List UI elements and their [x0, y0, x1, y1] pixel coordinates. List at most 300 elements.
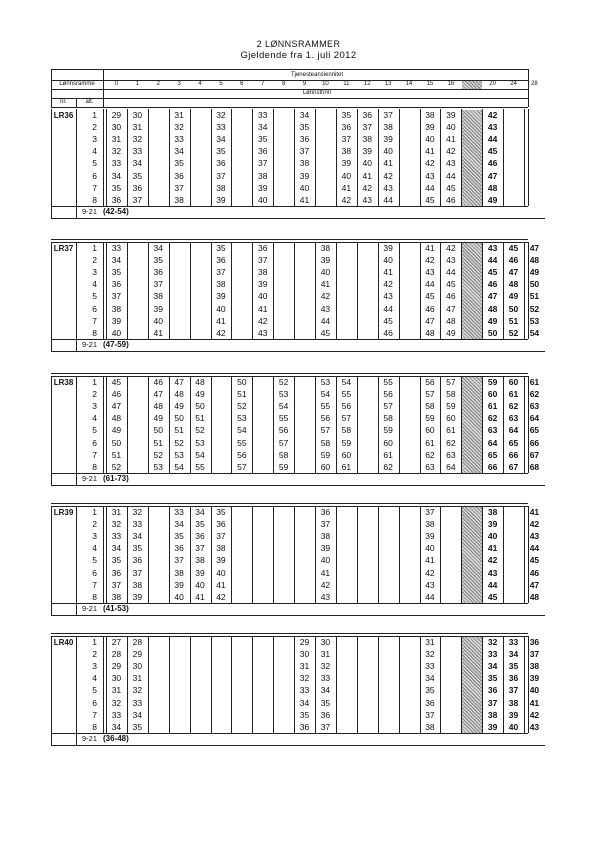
salary-step-cell: 38	[362, 134, 372, 145]
salary-step-cell: 60	[446, 413, 456, 424]
salary-step-cell: 38	[258, 267, 268, 278]
frame-left-rule	[51, 109, 52, 218]
frame-col-rule	[503, 109, 504, 206]
salary-step-cell: 50	[153, 425, 163, 436]
salary-step-cell: 48	[529, 255, 540, 266]
salary-step-cell: 33	[132, 146, 143, 157]
salary-step-cell: 41	[487, 543, 498, 554]
nr-label: nr.	[60, 99, 67, 105]
salary-step-cell: 56	[425, 377, 435, 387]
alt-number: 5	[92, 158, 97, 169]
salary-step-cell: 58	[383, 413, 393, 424]
frame-col-rule	[440, 636, 441, 733]
salary-step-cell: 62	[446, 437, 456, 448]
salary-step-cell: 54	[237, 425, 247, 436]
salary-step-cell: 54	[320, 389, 331, 400]
salary-step-cell: 47	[529, 243, 540, 253]
salary-step-cell: 42	[529, 519, 540, 530]
frame-col-rule	[252, 506, 253, 603]
salary-step-cell: 35	[174, 158, 184, 169]
frame-col-rule	[357, 636, 358, 733]
frame-col-rule	[231, 109, 232, 206]
frame-col-rule	[273, 242, 274, 339]
salary-step-cell: 31	[132, 673, 143, 684]
salary-step-cell: 64	[508, 425, 519, 436]
salary-step-cell: 30	[111, 673, 122, 684]
frame-col-rule	[211, 376, 212, 473]
alt-number: 8	[92, 194, 97, 205]
salary-step-cell: 55	[237, 437, 247, 448]
salary-step-cell: 31	[425, 637, 435, 647]
alt-number: 3	[92, 401, 97, 412]
salary-step-cell: 37	[487, 697, 498, 708]
frame-col-rule	[378, 506, 379, 603]
salary-step-cell: 34	[299, 110, 310, 120]
seniority-step: 7	[261, 81, 265, 87]
frame-alt-rule	[103, 242, 104, 339]
salary-step-cell: 41	[320, 567, 331, 578]
salary-step-cell: 42	[258, 315, 268, 326]
salary-step-cell: 35	[216, 146, 226, 157]
salary-step-cell: 39	[425, 531, 435, 542]
salary-step-cell: 65	[529, 425, 540, 436]
salary-step-cell: 41	[195, 591, 205, 602]
salary-step-cell: 39	[529, 673, 540, 684]
salary-step-cell: 63	[487, 425, 498, 436]
range-value: (42-54)	[103, 206, 129, 216]
salary-step-cell: 33	[425, 661, 435, 672]
salary-step-cell: 48	[153, 401, 163, 412]
salary-step-cell: 39	[487, 519, 498, 530]
salary-step-cell: 41	[153, 327, 163, 338]
salary-step-cell: 59	[446, 401, 456, 412]
salary-step-cell: 37	[425, 507, 435, 517]
header-bottom-rule	[51, 107, 528, 108]
salary-step-cell: 47	[111, 401, 122, 412]
header-alt-rule	[103, 69, 104, 107]
frame-name: LR38	[53, 378, 74, 387]
salary-step-cell: 33	[111, 709, 122, 720]
salary-step-cell: 36	[111, 567, 122, 578]
seniority-step: 9	[302, 81, 307, 87]
salary-step-cell: 42	[446, 243, 456, 253]
salary-step-cell: 39	[258, 182, 268, 193]
header-top-rule	[51, 69, 528, 70]
salary-step-cell: 38	[383, 122, 393, 133]
alt-number: 2	[92, 122, 97, 133]
page-subtitle: Gjeldende fra 1. juli 2012	[240, 50, 357, 61]
salary-step-cell: 39	[487, 721, 498, 732]
salary-step-cell: 51	[174, 425, 184, 436]
seniority-step: 2	[156, 81, 160, 87]
seniority-step: 1	[135, 81, 139, 87]
salary-step-cell: 43	[487, 122, 498, 133]
salary-step-cell: 53	[237, 413, 247, 424]
shaded-column	[462, 507, 482, 603]
alt-number: 6	[92, 437, 97, 448]
salary-step-cell: 63	[529, 401, 540, 412]
seniority-step: 28	[531, 81, 538, 87]
salary-step-cell: 33	[258, 110, 268, 120]
salary-step-cell: 44	[529, 543, 540, 554]
salary-step-cell: 34	[111, 543, 122, 554]
salary-step-cell: 37	[132, 567, 143, 578]
frame-left-rule	[51, 242, 52, 351]
salary-step-cell: 38	[258, 170, 268, 181]
salary-step-cell: 35	[216, 507, 226, 517]
salary-step-cell: 66	[508, 449, 519, 460]
salary-step-cell: 34	[195, 507, 205, 517]
salary-step-cell: 37	[529, 649, 540, 660]
salary-step-cell: 42	[216, 591, 226, 602]
salary-step-cell: 63	[425, 461, 435, 472]
frame-col-rule	[231, 636, 232, 733]
salary-step-cell: 33	[508, 637, 519, 647]
salary-step-cell: 61	[383, 449, 393, 460]
salary-step-cell: 61	[446, 425, 456, 436]
salary-step-cell: 35	[111, 555, 122, 566]
frame-col-rule	[294, 506, 295, 603]
salary-step-cell: 34	[299, 697, 310, 708]
salary-step-cell: 31	[174, 110, 184, 120]
frame-range-bottom-rule	[51, 615, 545, 616]
salary-step-cell: 35	[132, 721, 143, 732]
salary-step-cell: 35	[299, 709, 310, 720]
salary-step-cell: 36	[529, 637, 540, 647]
salary-step-cell: 33	[487, 649, 498, 660]
salary-step-cell: 57	[425, 389, 435, 400]
salary-step-cell: 41	[446, 134, 456, 145]
salary-step-cell: 39	[195, 567, 205, 578]
salary-step-cell: 68	[529, 461, 540, 472]
salary-step-cell: 35	[508, 661, 519, 672]
frame-col-rule	[148, 109, 149, 206]
alt-number: 1	[92, 110, 97, 120]
salary-step-cell: 62	[487, 413, 498, 424]
salary-step-cell: 37	[111, 579, 122, 590]
salary-step-cell: 56	[237, 449, 247, 460]
salary-step-cell: 37	[216, 267, 226, 278]
salary-step-cell: 53	[320, 377, 331, 387]
salary-step-cell: 50	[487, 327, 498, 338]
salary-step-cell: 29	[111, 661, 122, 672]
salary-step-cell: 65	[487, 449, 498, 460]
salary-step-cell: 34	[425, 673, 435, 684]
salary-step-cell: 38	[111, 303, 122, 314]
salary-step-cell: 49	[111, 425, 122, 436]
alt-number: 1	[92, 377, 97, 387]
frame-alt-rule	[103, 376, 104, 473]
salary-step-cell: 44	[487, 579, 498, 590]
salary-step-cell: 54	[174, 461, 184, 472]
salary-step-cell: 48	[425, 327, 435, 338]
salary-step-cell: 39	[153, 303, 163, 314]
salary-step-cell: 42	[446, 146, 456, 157]
alt-number: 8	[92, 721, 97, 732]
salary-step-cell: 33	[132, 697, 143, 708]
salary-step-cell: 45	[383, 315, 393, 326]
salary-step-cell: 41	[362, 170, 372, 181]
salary-step-cell: 65	[508, 437, 519, 448]
frame-name: LR36	[53, 111, 74, 120]
salary-step-cell: 55	[383, 377, 393, 387]
salary-step-cell: 37	[508, 685, 519, 696]
salary-step-cell: 30	[132, 661, 143, 672]
seniority-step: 4	[198, 81, 202, 87]
salary-step-cell: 37	[174, 555, 184, 566]
salary-step-cell: 46	[487, 279, 498, 290]
salary-step-cell: 43	[258, 327, 268, 338]
salary-step-cell: 35	[132, 170, 143, 181]
salary-step-cell: 40	[383, 255, 393, 266]
salary-step-cell: 40	[446, 122, 456, 133]
salary-step-cell: 48	[195, 377, 205, 387]
alt-number: 3	[92, 134, 97, 145]
salary-step-cell: 64	[529, 413, 540, 424]
salary-step-cell: 61	[508, 389, 519, 400]
salary-step-cell: 60	[341, 449, 352, 460]
salary-step-cell: 52	[529, 303, 540, 314]
range-alt: 9-21	[81, 603, 97, 613]
salary-step-cell: 40	[320, 555, 331, 566]
shaded-column	[462, 377, 482, 473]
frame-col-rule	[399, 376, 400, 473]
salary-step-cell: 39	[341, 158, 352, 169]
salary-step-cell: 39	[111, 315, 122, 326]
salary-step-cell: 63	[508, 413, 519, 424]
header-rule-3	[51, 98, 528, 99]
salary-step-cell: 49	[174, 401, 184, 412]
frame-col-rule	[524, 109, 525, 206]
salary-step-cell: 37	[362, 122, 372, 133]
frame-left-rule	[51, 636, 52, 745]
frame-col-rule	[127, 242, 128, 339]
salary-step-cell: 36	[258, 243, 268, 253]
salary-step-cell: 54	[195, 449, 205, 460]
salary-step-cell: 56	[383, 389, 393, 400]
salary-step-cell: 49	[487, 194, 498, 205]
frame-col-rule	[273, 506, 274, 603]
salary-step-cell: 43	[446, 255, 456, 266]
salary-step-cell: 39	[174, 579, 184, 590]
alt-number: 7	[92, 709, 97, 720]
salary-step-cell: 34	[111, 170, 122, 181]
salary-step-cell: 37	[258, 255, 268, 266]
salary-step-cell: 34	[132, 531, 143, 542]
salary-step-cell: 44	[446, 170, 456, 181]
salary-step-cell: 35	[258, 134, 268, 145]
salary-step-cell: 44	[383, 194, 393, 205]
frame-alt-rule	[103, 506, 104, 603]
alt-number: 4	[92, 413, 97, 424]
salary-step-cell: 35	[299, 122, 310, 133]
salary-step-cell: 34	[320, 685, 331, 696]
salary-step-cell: 38	[508, 697, 519, 708]
salary-step-cell: 35	[174, 531, 184, 542]
salary-step-cell: 34	[487, 661, 498, 672]
salary-step-cell: 45	[425, 291, 435, 302]
salary-step-cell: 44	[320, 315, 331, 326]
frame-alt-rule	[103, 109, 104, 206]
salary-step-cell: 46	[446, 194, 456, 205]
salary-step-cell: 47	[508, 267, 519, 278]
salary-step-cell: 64	[487, 437, 498, 448]
salary-step-cell: 48	[508, 279, 519, 290]
alt-number: 5	[92, 291, 97, 302]
salary-step-cell: 39	[383, 134, 393, 145]
salary-step-cell: 32	[132, 507, 143, 517]
salary-step-cell: 48	[446, 315, 456, 326]
salary-step-cell: 49	[446, 327, 456, 338]
salary-step-cell: 32	[216, 110, 226, 120]
salary-step-cell: 59	[383, 425, 393, 436]
salary-step-cell: 43	[320, 303, 331, 314]
salary-step-cell: 36	[299, 721, 310, 732]
salary-step-cell: 38	[299, 158, 310, 169]
alt-number: 7	[92, 182, 97, 193]
salary-step-cell: 41	[425, 555, 435, 566]
salary-step-cell: 52	[111, 461, 122, 472]
alt-number: 6	[92, 303, 97, 314]
alt-number: 6	[92, 697, 97, 708]
alt-number: 4	[92, 279, 97, 290]
frame-col-rule	[148, 636, 149, 733]
salary-step-cell: 32	[132, 134, 143, 145]
salary-step-cell: 36	[425, 697, 435, 708]
shaded-column	[462, 243, 482, 339]
salary-step-cell: 59	[425, 413, 435, 424]
frame-col-rule	[231, 506, 232, 603]
salary-step-cell: 60	[383, 437, 393, 448]
salary-step-cell: 53	[153, 461, 163, 472]
salary-step-cell: 36	[258, 146, 268, 157]
salary-step-cell: 36	[299, 134, 310, 145]
salary-step-cell: 35	[487, 673, 498, 684]
salary-step-cell: 43	[529, 721, 540, 732]
salary-step-cell: 38	[153, 291, 163, 302]
salary-step-cell: 55	[341, 389, 352, 400]
salary-step-cell: 41	[341, 182, 352, 193]
salary-step-cell: 40	[258, 291, 268, 302]
salary-step-cell: 31	[111, 507, 122, 517]
seniority-step: 16	[447, 81, 455, 87]
salary-step-cell: 38	[174, 194, 184, 205]
salary-step-cell: 31	[320, 649, 331, 660]
salary-step-cell: 36	[174, 543, 184, 554]
frame-col-rule	[169, 242, 170, 339]
salary-step-cell: 45	[111, 377, 122, 387]
salary-step-cell: 40	[529, 685, 540, 696]
salary-step-cell: 43	[320, 591, 331, 602]
salary-step-cell: 32	[299, 673, 310, 684]
salary-step-cell: 52	[278, 377, 289, 387]
frame-col-rule	[252, 376, 253, 473]
salary-step-cell: 49	[508, 291, 519, 302]
salary-step-cell: 40	[216, 567, 226, 578]
salary-step-cell: 37	[195, 543, 205, 554]
alt-number: 6	[92, 567, 97, 578]
salary-step-cell: 50	[174, 413, 184, 424]
alt-number: 4	[92, 543, 97, 554]
frame-alt-rule	[103, 636, 104, 733]
salary-step-cell: 57	[320, 425, 331, 436]
salary-step-cell: 34	[153, 243, 163, 253]
salary-step-cell: 34	[111, 721, 122, 732]
salary-step-cell: 38	[320, 243, 331, 253]
alt-number: 2	[92, 649, 97, 660]
frame-col-rule	[211, 636, 212, 733]
salary-step-cell: 58	[278, 449, 289, 460]
frame-range-bottom-rule	[51, 218, 545, 219]
salary-step-cell: 42	[487, 555, 498, 566]
salary-step-cell: 35	[132, 543, 143, 554]
salary-step-cell: 33	[320, 673, 331, 684]
salary-step-cell: 38	[195, 555, 205, 566]
salary-step-cell: 45	[487, 146, 498, 157]
salary-step-cell: 51	[529, 291, 540, 302]
frame-range-bottom-rule	[51, 485, 545, 486]
salary-step-cell: 55	[320, 401, 331, 412]
salary-step-cell: 58	[341, 425, 352, 436]
range-alt: 9-21	[81, 473, 97, 483]
alt-number: 3	[92, 661, 97, 672]
frame-name: LR39	[53, 508, 74, 517]
salary-step-cell: 34	[174, 146, 184, 157]
salary-step-cell: 60	[425, 425, 435, 436]
salary-step-cell: 46	[425, 303, 435, 314]
salary-step-cell: 44	[446, 267, 456, 278]
salary-step-cell: 37	[153, 279, 163, 290]
salary-step-cell: 38	[487, 709, 498, 720]
salary-step-cell: 34	[111, 255, 122, 266]
salary-step-cell: 40	[341, 170, 352, 181]
salary-step-cell: 57	[278, 437, 289, 448]
salary-step-cell: 36	[111, 194, 122, 205]
salary-step-cell: 36	[153, 267, 163, 278]
frame-col-rule	[190, 109, 191, 206]
salary-step-cell: 59	[487, 377, 498, 387]
range-value: (47-59)	[103, 339, 129, 349]
alt-number: 1	[92, 243, 97, 253]
salary-step-cell: 39	[320, 543, 331, 554]
salary-step-cell: 62	[425, 449, 435, 460]
salary-step-cell: 62	[508, 401, 519, 412]
salary-step-cell: 50	[237, 377, 247, 387]
seniority-step: 24	[510, 81, 517, 87]
salary-step-cell: 41	[216, 579, 226, 590]
salary-step-cell: 40	[425, 134, 435, 145]
salary-step-cell: 34	[258, 122, 268, 133]
salary-step-cell: 34	[216, 134, 226, 145]
salary-step-cell: 32	[132, 685, 143, 696]
salary-step-cell: 35	[341, 110, 352, 120]
salary-step-cell: 43	[487, 243, 498, 253]
frame-double-rule	[51, 373, 528, 374]
salary-step-cell: 41	[216, 315, 226, 326]
salary-step-cell: 38	[487, 507, 498, 517]
salary-step-cell: 40	[299, 182, 310, 193]
frame-col-rule	[273, 636, 274, 733]
salary-step-cell: 67	[529, 449, 540, 460]
salary-step-cell: 48	[487, 182, 498, 193]
salary-step-cell: 63	[446, 449, 456, 460]
salary-step-cell: 47	[487, 170, 498, 181]
salary-step-cell: 32	[111, 519, 122, 530]
salary-step-cell: 35	[153, 255, 163, 266]
salary-step-cell: 57	[446, 377, 456, 387]
salary-step-cell: 36	[132, 555, 143, 566]
salary-step-cell: 43	[383, 291, 393, 302]
